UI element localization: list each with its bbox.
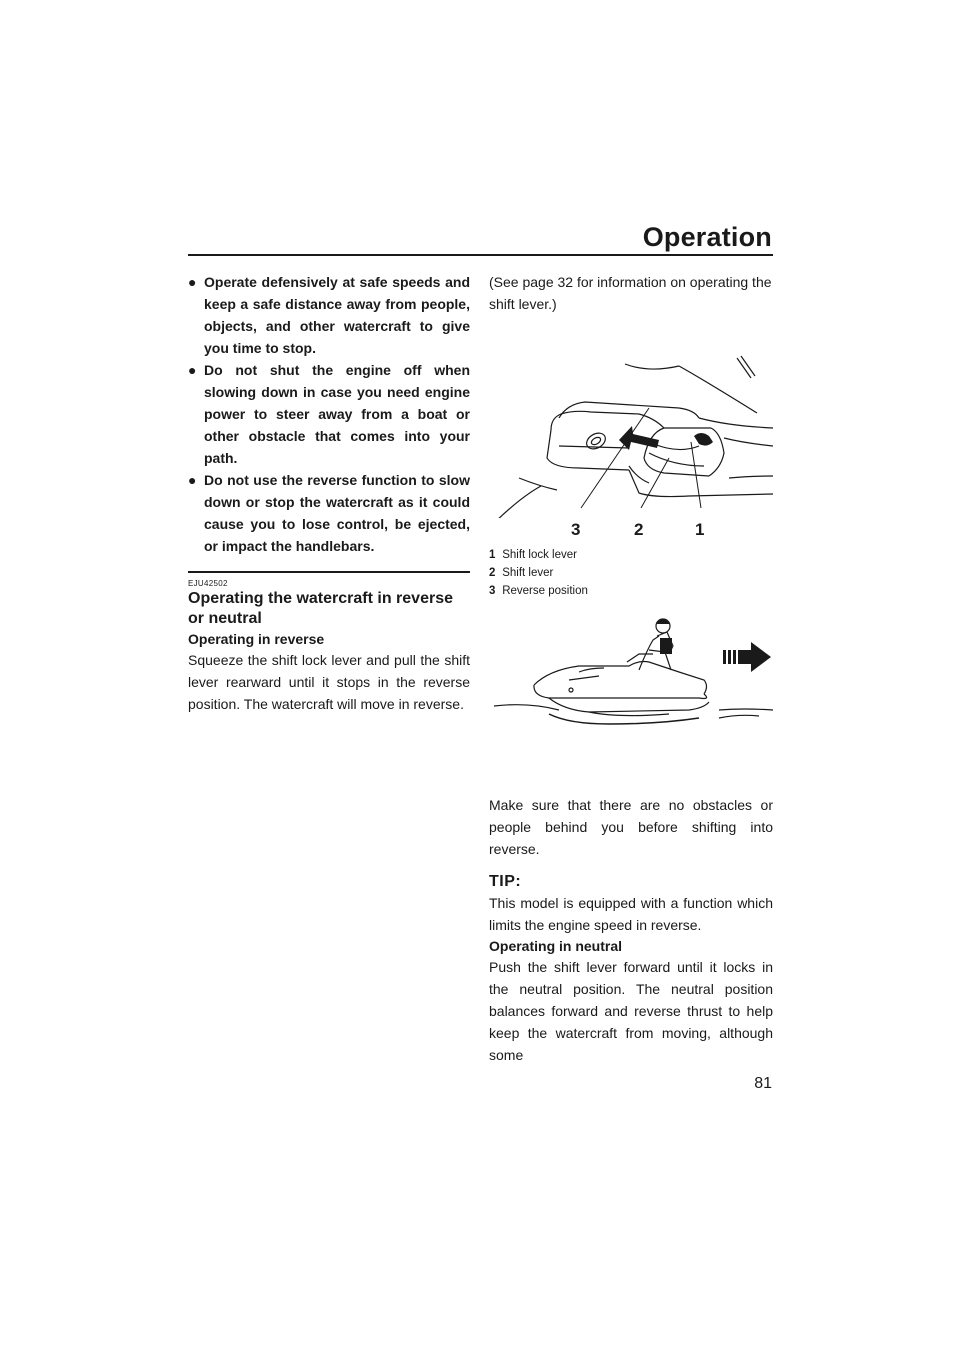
callout-reverse-position: 3	[571, 520, 581, 539]
bullet-icon: ●	[188, 472, 197, 488]
bullet-icon: ●	[188, 362, 197, 378]
warning-bullet-list	[188, 271, 470, 557]
figure-legend	[489, 546, 773, 600]
neutral-paragraph: Push the shift lever forward until it locks in the neutral position. The neutral position balances forward and reverse thrust to help keep the watercraft from moving, although some	[489, 959, 773, 1063]
reverse-warning-text: Make sure that there are no obstacles or people behind you before shifting into reverse.	[489, 797, 773, 857]
legend-item: 2 Shift lever	[489, 567, 554, 579]
page-title: Operation	[642, 222, 772, 252]
neutral-subsection-title: Operating in neutral	[489, 938, 623, 954]
legend-item: 3 Reverse position	[489, 585, 588, 597]
section-code: EJU42502	[188, 579, 228, 588]
legend-item: 1 Shift lock lever	[489, 549, 577, 561]
watercraft-reverse-illustration	[489, 610, 773, 780]
warning-bullet: ● Operate defensively at safe speeds and keep a safe distance away from people, objects, and other watercraft to give you time to stop.	[188, 271, 470, 359]
warning-bullet: ● Do not shut the engine off when slowing down in case you need engine power to steer away from a boat or other obstacle that comes into your path.	[188, 359, 470, 469]
page-number: 81	[754, 1075, 772, 1092]
watercraft-drawing	[489, 610, 773, 780]
bullet-icon: ●	[188, 274, 197, 290]
right-column	[489, 271, 773, 1066]
section-divider	[188, 571, 470, 573]
shift-lever-drawing	[489, 318, 773, 518]
page-reference: (See page 32 for information on operating the shift lever.)	[489, 274, 772, 312]
left-column	[188, 271, 470, 715]
section-title: Operating the watercraft in reverse or neutral	[188, 590, 453, 627]
tip-text: This model is equipped with a function which limits the engine speed in reverse.	[489, 895, 773, 933]
reverse-paragraph: Squeeze the shift lock lever and pull the shift lever rearward until it stops in the reverse position. The watercraft will move in reverse.	[188, 652, 470, 712]
warning-bullet: ● Do not use the reverse function to slow down or stop the watercraft as it could cause you to lose control, be ejected, or impact the handlebars.	[188, 469, 470, 557]
shift-lever-illustration	[489, 318, 773, 539]
tip-label: TIP:	[489, 873, 522, 890]
callout-shift-lever: 2	[634, 520, 644, 539]
callout-shift-lock-lever: 1	[695, 520, 705, 539]
subsection-title: Operating in reverse	[188, 631, 325, 647]
header-divider	[188, 254, 773, 256]
